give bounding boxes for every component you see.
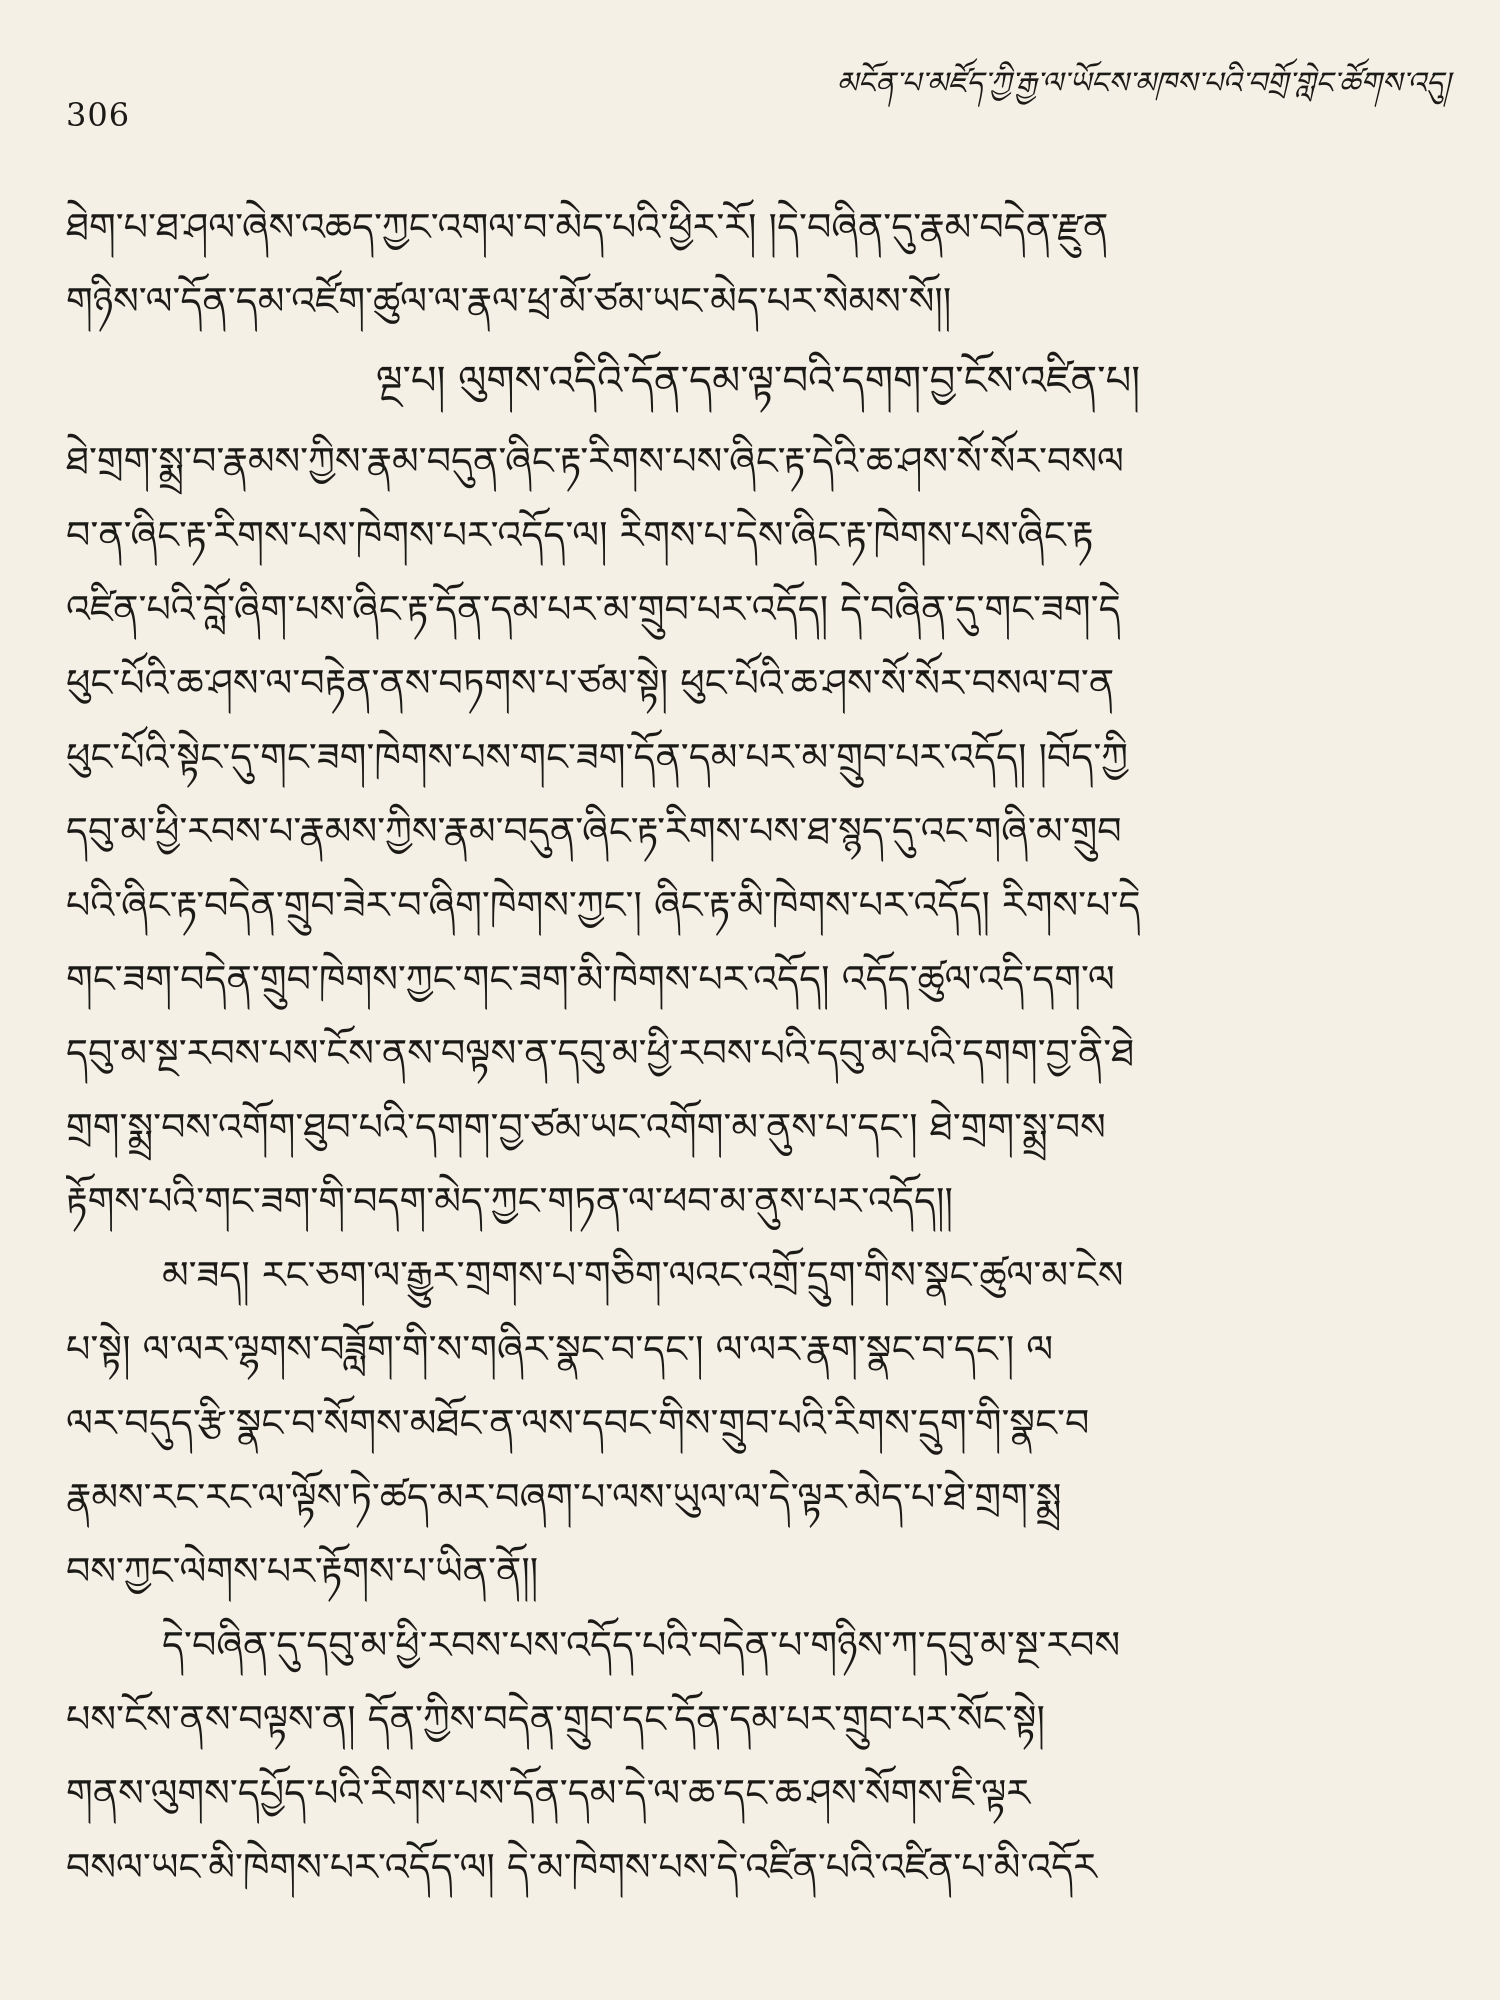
page-number: 306 [66,96,131,134]
text-line: རྣམས་རང་རང་ལ་ལྟོས་ཏེ་ཚད་མར་བཞག་པ་ལས་ཡུལ་ལ་དེ་ལྟར་མེད་པ་ཐེ་གྲག་སྨྲ [66,1475,1062,1519]
text-line: དབུ་མ་སྔ་རབས་པས་ངོས་ནས་བལྟས་ན་དབུ་མ་ཕྱི་རབས་པའི་དབུ་མ་པའི་དགག་བྱ་ནི་ཐེ [66,1031,1135,1075]
text-line: ཐེ་གྲག་སྨྲ་བ་རྣམས་ཀྱིས་རྣམ་བདུན་ཞིང་རྟ་རིགས་པས་ཞིང་རྟ་དེའི་ཆ་ཤས་སོ་སོར་བསལ [66,439,1124,483]
text-line: ཕུང་པོའི་ཆ་ཤས་ལ་བརྟེན་ནས་བཏགས་པ་ཙམ་སྟེ། ཕུང་པོའི་ཆ་ཤས་སོ་སོར་བསལ་བ་ན [66,661,1115,705]
text-line: གནས་ལུགས་དཔྱོད་པའི་རིགས་པས་དོན་དམ་དེ་ལ་ཆ་དང་ཆ་ཤས་སོགས་ཇི་ལྟར [66,1771,1031,1815]
paragraph-3 [66,1238,1450,1608]
text-line: དེ་བཞིན་དུ་དབུ་མ་ཕྱི་རབས་པས་འདོད་པའི་བདེན་པ་གཉིས་ཀ་དབུ་མ་སྔ་རབས [162,1623,1121,1667]
text-line: ལར་བདུད་རྩི་སྣང་བ་སོགས་མཐོང་ན་ལས་དབང་གིས་གྲུབ་པའི་རིགས་དྲུག་གི་སྣང་བ [66,1401,1090,1445]
text-line: པས་ངོས་ནས་བལྟས་ན། དོན་ཀྱིས་བདེན་གྲུབ་དང་དོན་དམ་པར་གྲུབ་པར་སོང་སྟེ། [66,1697,1045,1741]
text-line: རྟོགས་པའི་གང་ཟག་གི་བདག་མེད་ཀྱང་གཏན་ལ་ཕབ་མ་ནུས་པར་འདོད།། [66,1179,953,1223]
section-heading: ལྔ་པ། ལུགས་འདིའི་དོན་དམ་ལྟ་བའི་དགག་བྱ་ངོས་འཛིན་པ། [375,358,1141,404]
text-line: ཐེག་པ་ཐ་ཤལ་ཞེས་འཆད་ཀྱང་འགལ་བ་མེད་པའི་ཕྱིར་རོ། །དེ་བཞིན་དུ་རྣམ་བདེན་རྫུན [66,205,1109,249]
text-line: གྲག་སྨྲ་བས་འགོག་ཐུབ་པའི་དགག་བྱ་ཙམ་ཡང་འགོག་མ་ནུས་པ་དང་། ཐེ་གྲག་སྨྲ་བས [66,1105,1106,1149]
text-line: འཛིན་པའི་བློ་ཞིག་པས་ཞིང་རྟ་དོན་དམ་པར་མ་གྲུབ་པར་འདོད། དེ་བཞིན་དུ་གང་ཟག་དེ [66,587,1121,631]
text-line: བསལ་ཡང་མི་ཁེགས་པར་འདོད་ལ། དེ་མ་ཁེགས་པས་དེ་འཛིན་པའི་འཛིན་པ་མི་འདོར [66,1845,1097,1889]
paragraph-1 [66,190,1450,338]
running-header [66,66,1450,134]
text-line: བས་ཀྱང་ལེགས་པར་རྟོགས་པ་ཡིན་ནོ།། [66,1549,539,1593]
paragraph-4 [66,1608,1450,1904]
text-line: པའི་ཞིང་རྟ་བདེན་གྲུབ་ཟེར་བ་ཞིག་ཁེགས་ཀྱང་། ཞིང་རྟ་མི་ཁེགས་པར་འདོད། རིགས་པ་དེ [66,883,1141,927]
running-title: མངོན་པ་མཛོད་ཀྱི་རྒྱ་ལ་ཡོངས་མཁས་པའི་བགྲོ་གླེང་ཚོགས་འདུ། [836,66,1450,101]
text-line: ཕུང་པོའི་སྟེང་དུ་གང་ཟག་ཁེགས་པས་གང་ཟག་དོན་དམ་པར་མ་གྲུབ་པར་འདོད། །བོད་ཀྱི [66,735,1129,779]
text-line: མ་ཟད། རང་ཅག་ལ་རྒྱུར་གྲགས་པ་གཅིག་ལའང་འགྲོ་དྲུག་གིས་སྣང་ཚུལ་མ་ངེས [162,1253,1124,1297]
text-line: དབུ་མ་ཕྱི་རབས་པ་རྣམས་ཀྱིས་རྣམ་བདུན་ཞིང་རྟ་རིགས་པས་ཐ་སྙད་དུ་འང་གཞི་མ་གྲུབ [66,809,1122,853]
text-line: གཉིས་ལ་དོན་དམ་འཛོག་ཚུལ་ལ་རྣལ་ཕྲ་མོ་ཙམ་ཡང་མེད་པར་སེམས་སོ།། [66,279,952,323]
paragraph-2 [66,424,1450,1238]
text-line: བ་ན་ཞིང་རྟ་རིགས་པས་ཁེགས་པར་འདོད་ལ། རིགས་པ་དེས་ཞིང་རྟ་ཁེགས་པས་ཞིང་རྟ [66,513,1094,557]
text-line: པ་སྟེ། ལ་ལར་ལྷགས་བཟློག་གི་ས་གཞིར་སྣང་བ་དང་། ལ་ལར་རྣག་སྣང་བ་དང་། ལ [66,1327,1054,1371]
text-line: གང་ཟག་བདེན་གྲུབ་ཁེགས་ཀྱང་གང་ཟག་མི་ཁེགས་པར་འདོད། འདོད་ཚུལ་འདི་དག་ལ [66,957,1115,1001]
